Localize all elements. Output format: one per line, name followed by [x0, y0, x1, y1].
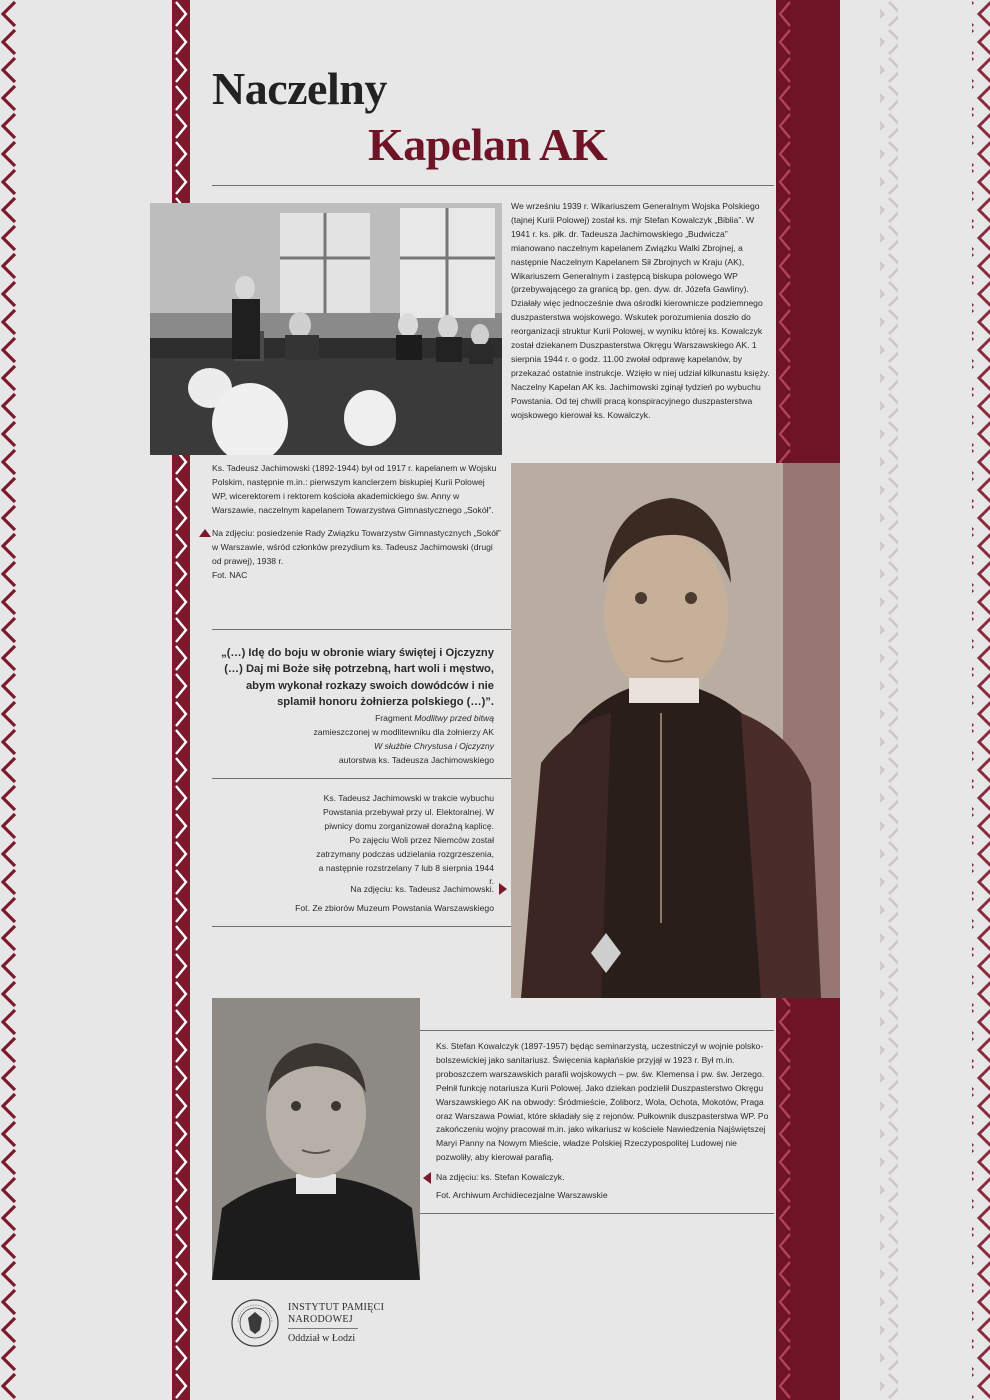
ipn-name-line1: INSTYTUT PAMIĘCI: [288, 1302, 385, 1313]
caption2-bottom-rule: [212, 926, 511, 927]
meeting-photo: [150, 203, 502, 455]
caption-meeting-credit: Fot. NAC: [212, 570, 248, 580]
caption-jachimowski-death: Ks. Tadeusz Jachimowski w trakcie wybuchu Powstania przebywał przy ul. Elektoralnej. W piwnicy domu zorganizował doraźną kaplicę. Po zajęciu Woli przez Niemców został zatrzymany podczas udzielania rozgrzeszenia, a następnie rozstrzelany 7 lub 8 sierpnia 1944 r.: [316, 793, 494, 887]
quote-source-line1: [212, 712, 494, 726]
caption-pointer-right-icon: [499, 883, 507, 895]
prayer-quote: „(…) Idę do boju w obronie wiary świętej i Ojczyzny (…) Daj mi Boże siłę potrzebną, hart woli i męstwo, abym wykonał rozkazy swoich dowódców i nie splamił honoru żołnierza polskiego (…)”.: [221, 647, 494, 709]
title-divider: [212, 185, 774, 186]
quote-bottom-rule: [212, 778, 511, 779]
caption-meeting-photo-note: Na zdjęciu: posiedzenie Rady Związku Towarzystw Gimnastycznych „Sokół” w Warszawie, wśród członków prezydium ks. Tadeusz Jachimowski (drugi od prawej), 1938 r.: [212, 528, 501, 566]
jachimowski-portrait: [511, 463, 840, 998]
left-zigzag-pattern: [0, 0, 172, 1400]
quote-source-title: Modlitwy przed bitwą: [414, 713, 494, 723]
quote-source-line2: zamieszczonej w modlitewniku dla żołnierzy AK: [313, 726, 494, 737]
caption3-top-rule: [420, 1030, 774, 1031]
page-title-line2: Kapelan AK: [368, 119, 608, 170]
ipn-seal-logo: [230, 1298, 280, 1348]
quote-top-rule: [212, 629, 511, 630]
caption3-bottom-rule: [420, 1213, 774, 1214]
intro-paragraph: We wrześniu 1939 r. Wikariuszem Generalnym Wojska Polskiego (tajnej Kurii Polowej) został ks. mjr Stefan Kowalczyk „Biblia”. W 1941 r. ks. płk. dr. Tadeusza Jachimowskiego „Budwicza” mianowano naczelnym kapelanem Związku Walki Zbrojnej, a następnie Naczelnym Kapelanem Sił Zbrojnych w Kraju (AK), Wikariuszem Generalnym i zastępcą biskupa polowego WP (przebywającego za granicą bp. gen. dyw. dr. Józefa Gawliny). Działały więc jednocześnie dwa ośrodki kierownicze podziemnego duszpasterstwa wojskowego. Wskutek porozumienia doszło do reorganizacji struktur Kurii Polowej, w wyniku której ks. Kowalczyk został dziekanem Duszpasterstwa Okręgu Warszawskiego AK. 1 sierpnia 1944 r. o godz. 11.00 zwołał odprawę kapelanów, by przekazać ostatnie instrukcje. Wzięło w niej udział kilkunastu księży. Naczelny Kapelan AK ks. Jachimowski zginął tydzień po wybuchu Powstania. Od tej chwili pracą konspiracyjnego duszpasterstwa wojskowego kierował ks. Kowalczyk.: [511, 201, 770, 420]
quote-source-pre: Fragment: [375, 713, 415, 723]
quote-source-book: W służbie Chrystusa i Ojczyzny: [374, 740, 494, 751]
page-title-line1: Naczelny: [212, 63, 387, 114]
quote-source-line3: [212, 740, 494, 754]
caption-kowalczyk-credit: Fot. Archiwum Archidiecezjalne Warszawskie: [436, 1190, 608, 1200]
quote-source-line4: autorstwa ks. Tadeusza Jachimowskiego: [338, 754, 494, 765]
caption-pointer-up-icon: [199, 529, 211, 537]
caption-portrait-credit: Fot. Ze zbiorów Muzeum Powstania Warszawskiego: [295, 903, 494, 913]
kowalczyk-portrait: [212, 998, 420, 1280]
logo-divider: [288, 1328, 358, 1329]
ipn-branch-name: Oddział w Łodzi: [288, 1333, 356, 1344]
caption-kowalczyk-photo-note: Na zdjęciu: ks. Stefan Kowalczyk.: [436, 1172, 565, 1182]
ipn-name-line2: NARODOWEJ: [288, 1314, 353, 1325]
caption-portrait-note: Na zdjęciu: ks. Tadeusz Jachimowski.: [350, 884, 494, 894]
quote-source: [212, 712, 494, 768]
caption-pointer-left-icon: [423, 1172, 431, 1184]
caption-jachimowski-bio: Ks. Tadeusz Jachimowski (1892-1944) był od 1917 r. kapelanem w Wojsku Polskim, następnie m.in.: pierwszym kanclerzem biskupiej Kurii Polowej WP, wicerektorem i rektorem kościoła akademickiego św. Anny w Warszawie, naczelnym kapelanem Towarzystwa Gimnastycznego „Sokół”.: [212, 463, 497, 515]
right-zigzag-pattern: [850, 0, 990, 1400]
caption-kowalczyk-bio: Ks. Stefan Kowalczyk (1897-1957) będąc seminarzystą, uczestniczył w wojnie polsko-bolszewickiej jako sanitariusz. Święcenia kapłańskie przyjął w 1923 r. Był m.in. proboszczem warszawskich parafii wojskowych – pw. św. Klemensa i pw. św. Jerzego. Pełnił funkcję notariusza Kurii Polowej. Jako dziekan podzielił Duszpasterstwo Okręgu Warszawskiego AK na obwody: Śródmieście, Żoliborz, Wola, Ochota, Mokotów, Praga oraz Warszawa Powiat, które składały się z rejonów. Pułkownik duszpasterstwa WP. Po zakończeniu wojny pracował m.in. jako wikariusz w kościele Nawiedzenia Najświętszej Maryi Panny na Nowym Mieście, władze Polskiej Rzeczypospolitej Ludowej nie pozwoliły, aby kierował parafią.: [436, 1041, 769, 1163]
